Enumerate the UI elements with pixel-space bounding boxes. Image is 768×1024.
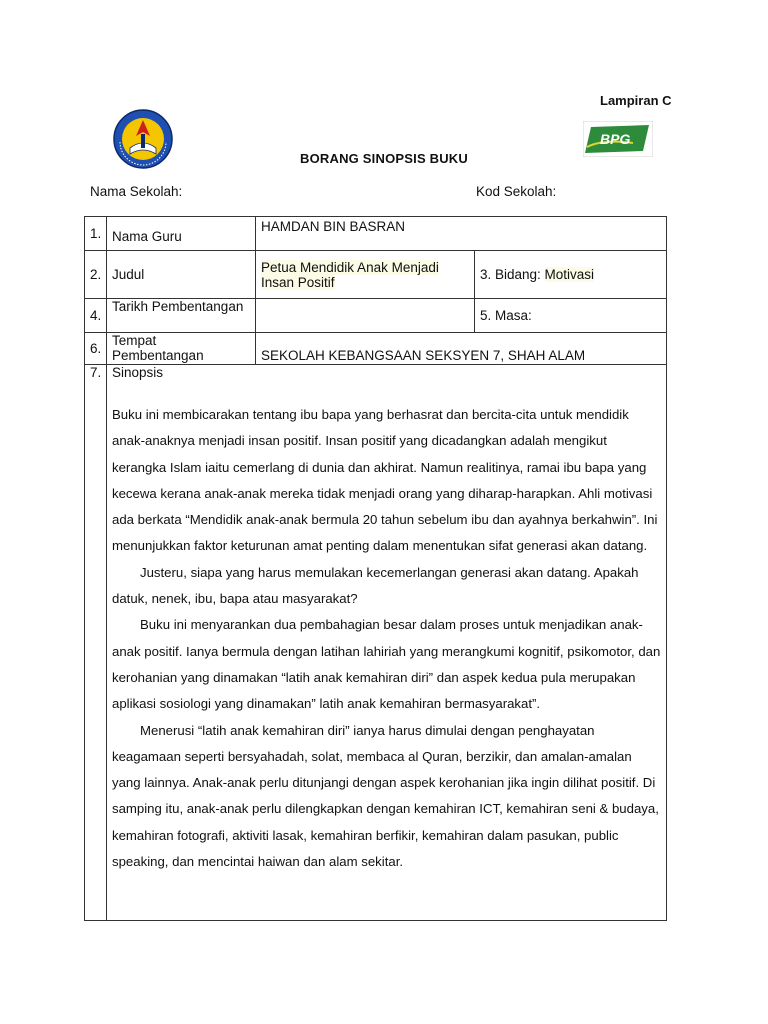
presentation-venue-value: SEKOLAH KEBANGSAAN SEKSYEN 7, SHAH ALAM <box>256 333 667 365</box>
row-number: 4. <box>85 299 107 333</box>
time-label: 5. Masa: <box>475 299 667 333</box>
book-title-value-cell <box>256 251 475 299</box>
synopsis-body <box>112 402 661 875</box>
teacher-name-label: Nama Guru <box>107 217 256 251</box>
field-cell <box>475 251 667 299</box>
school-code-label: Kod Sekolah: <box>476 184 557 199</box>
synopsis-paragraph: Menerusi “latih anak kemahiran diri” ianya harus dimulai dengan penghayatan keagamaan seperti bersyahadah, solat, membaca al Quran, berzikir, dan amalan-amalan yang lainnya. Anak-anak perlu ditunjangi dengan aspek kerohanian jika ingin dilihat positif. Di samping itu, anak-anak perlu dilengkapkan dengan kemahiran ICT, kemahiran seni & budaya, kemahiran fotografi, aktiviti lasak, kemahiran berfikir, kemahiran dalam pasukan, public speaking, dan mencintai haiwan dan alam sekitar. <box>112 722 659 870</box>
row-teacher-name <box>85 217 667 251</box>
school-name-label: Nama Sekolah: <box>90 184 183 199</box>
synopsis-paragraph: Buku ini membicarakan tentang ibu bapa yang berhasrat dan bercita-cita untuk mendidik anak-anaknya menjadi insan positif. Insan positif yang dicadangkan adalah mengikut kerangka Islam iaitu cemerlang di dunia dan akhirat. Namun realitinya, ramai ibu bapa yang kecewa kerana anak-anak mereka tidak menjadi orang yang diharap-harapkan. Ahli motivasi ada berkata “Mendidik anak-anak bermula 20 tahun sebelum ibu dan ayahnya berkahwin”. Ini menunjukkan faktor keturunan amat penting dalam menentukan sifat generasi akan datang. <box>112 407 658 554</box>
row-presentation-date <box>85 299 667 333</box>
book-title-value: Petua Mendidik Anak Menjadi Insan Positif <box>261 259 439 290</box>
field-value: Motivasi <box>544 267 595 282</box>
field-label: 3. Bidang: <box>480 267 545 282</box>
svg-text:BPG: BPG <box>600 131 631 147</box>
row-synopsis <box>85 365 667 921</box>
row-number: 2. <box>85 251 107 299</box>
row-book-title <box>85 251 667 299</box>
row-number: 7. <box>85 365 107 921</box>
form-title: BORANG SINOPSIS BUKU <box>300 151 468 166</box>
synopsis-label: Sinopsis <box>112 365 164 380</box>
presentation-date-label: Tarikh Pembentangan <box>107 299 256 333</box>
synopsis-cell <box>107 365 667 921</box>
book-title-label: Judul <box>107 251 256 299</box>
synopsis-form-table <box>84 216 667 921</box>
row-number: 6. <box>85 333 107 365</box>
synopsis-paragraph: Justeru, siapa yang harus memulakan kecemerlangan generasi akan datang. Apakah datuk, nenek, ibu, bapa atau masyarakat? <box>112 564 639 607</box>
teacher-name-value: HAMDAN BIN BASRAN <box>256 217 667 251</box>
attachment-label: Lampiran C <box>600 93 672 108</box>
presentation-venue-label: Tempat Pembentangan <box>107 333 256 365</box>
row-number: 1. <box>85 217 107 251</box>
row-presentation-venue <box>85 333 667 365</box>
synopsis-paragraph: Buku ini menyarankan dua pembahagian besar dalam proses untuk menjadikan anak-anak positif. Ianya bermula dengan latihan lahiriah yang merangkumi kognitif, psikomotor, dan kerohanian yang dinamakan “latih anak kemahiran diri” dan aspek kedua pula merupakan aplikasi sosiologi yang dinamakan” latih anak kemahiran bermasyarakat”. <box>112 617 661 712</box>
presentation-date-value <box>256 299 475 333</box>
